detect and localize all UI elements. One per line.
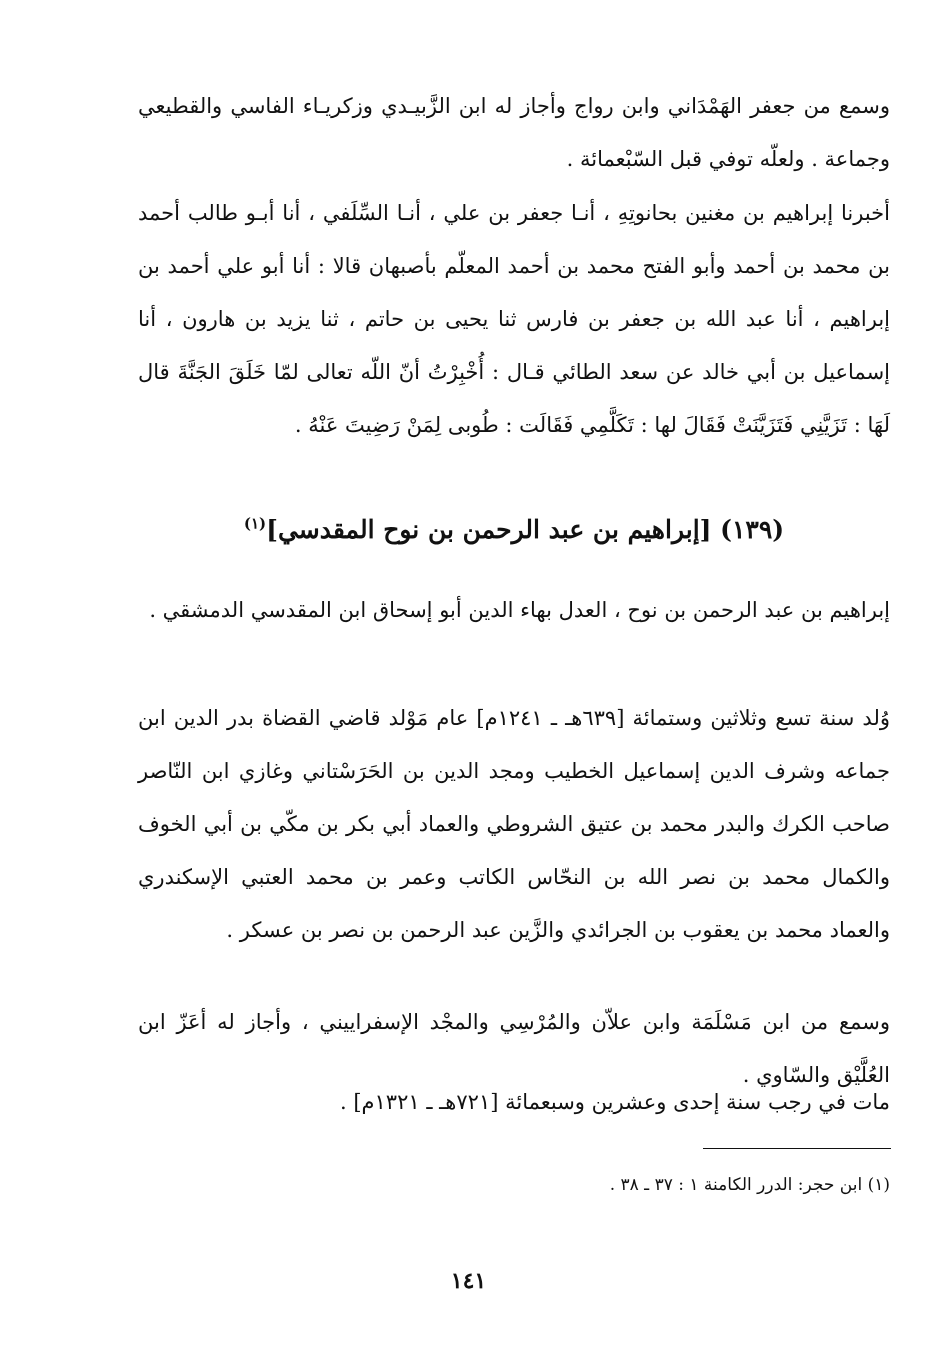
paragraph-death: مات في رجب سنة إحدى وعشرين وسبعمائة [٧٢١هـ ـ ١٣٢١م] . — [339, 1090, 890, 1114]
entry-heading — [138, 505, 890, 555]
page-number: ١٤١ — [450, 1268, 487, 1294]
entry-heading-title: (١٣٩) [إبراهيم بن عبد الرحمن بن نوح المقدسي] — [266, 515, 785, 544]
footnote: (١) ابن حجر: الدرر الكامنة ١ : ٣٧ ـ ٣٨ . — [609, 1175, 890, 1195]
footnote-divider — [703, 1148, 891, 1149]
footnote-marker: (١) — [243, 514, 267, 533]
paragraph-birth: وُلد سنة تسع وثلاثين وستمائة [٦٣٩هـ ـ ١٢٤١م] عام مَوْلد قاضي القضاة بدر الدين ابن جماعه وشرف الدين إسماعيل الخطيب ومجد الدين بن الحَرَسْتاني وغازي ابن النّاصر صاحب الكرك والبدر محمد بن عتيق الشروطي والعماد أبي بكر بن مكّي بن أبي الخوف والكمال محمد بن نصر الله بن النحّاس الكاتب وعمر بن محمد العتبي الإسكندري والعماد محمد بن يعقوب بن الجرائدي والزَّين عبد الرحمن بن نصر بن عسكر . — [138, 706, 890, 942]
paragraph-teachers: وسمع من ابن مَسْلَمَة وابن علاّن والمُرْسِي والمجْد الإسفراييني ، وأجاز له أعَزّ ابن العُلَّيْق والسّاوي . — [138, 1010, 890, 1087]
paragraph-narration-continuation: وسمع من جعفر الهَمْدَاني وابن رواج وأجاز له ابن الزَّبيـدي وزكريـاء الفاسي والقطيعي وجماعة . ولعلّه توفي قبل السّبْعمائة . — [138, 94, 890, 171]
paragraph-hadith-chain: أخبرنا إبراهيم بن مغنين بحانوتِهِ ، أنـا جعفر بن علي ، أنـا السِّلَفي ، أنا أبـو طالب أحمد بن محمد بن أحمد وأبو الفتح محمد بن أحمد المعلّم بأصبهان قالا : أنا أبو علي أحمد بن إبراهيم ، أنا عبد الله بن جعفر بن فارس ثنا يحيى بن حاتم ، ثنا يزيد بن هارون ، أنا إسماعيل بن أبي خالد عن سعد الطائي قـال : أُخْبِرْتُ أنّ اللّه تعالى لمّا خَلَقَ الجَنَّةَ قال لَهَا : تَزَيَّنِي فَتَزَيَّنَتْ فَقَالَ لها : تَكَلَّمِي فَقَالَت : طُوبى لِمَنْ رَضِيتَ عَنْهُ . — [138, 201, 890, 437]
paragraph-entry-name: إبراهيم بن عبد الرحمن بن نوح ، العدل بهاء الدين أبو إسحاق ابن المقدسي الدمشقي . — [149, 598, 890, 622]
